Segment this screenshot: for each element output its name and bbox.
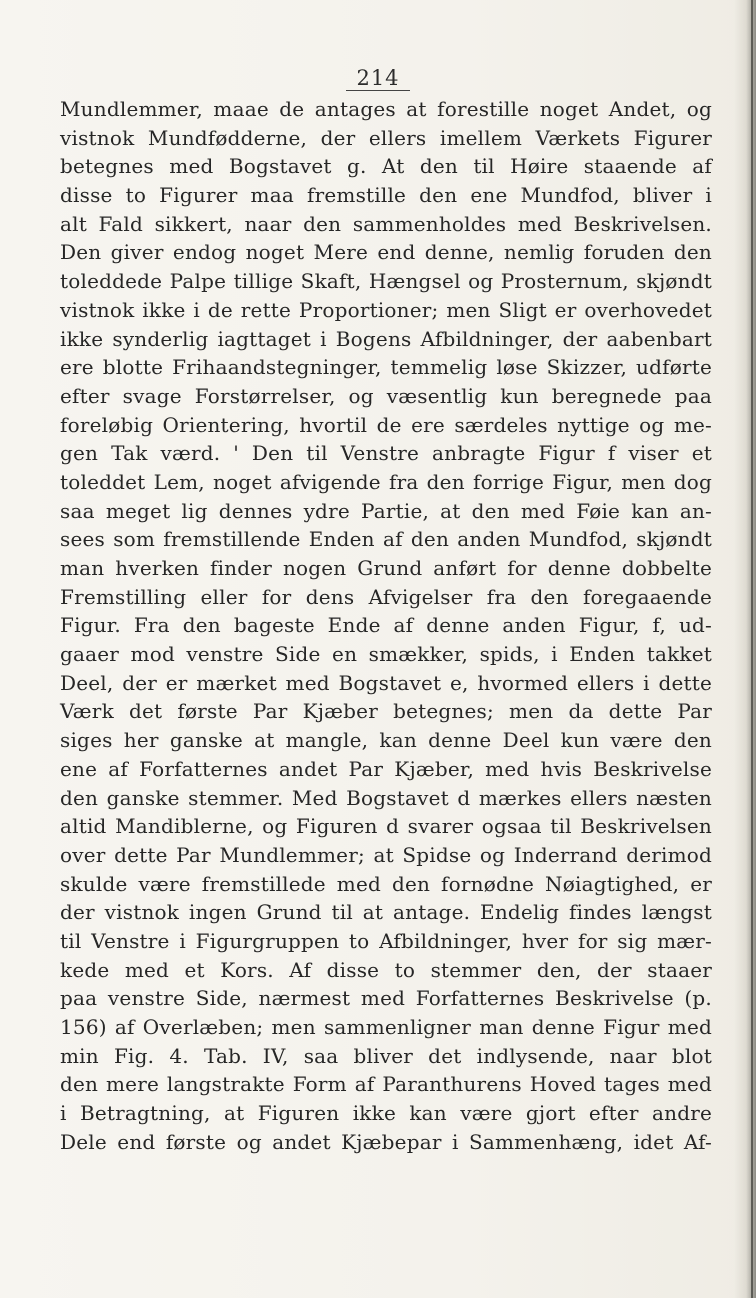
page-edge-line: [751, 0, 753, 1298]
text-line: Deel, der er mærket med Bogstavet e, hvormed ellers i dette: [60, 670, 712, 695]
text-line: Dele end første og andet Kjæbepar i Sammenhæng, idet Af-: [60, 1129, 712, 1154]
text-line: den ganske stemmer. Med Bogstavet d mærkes ellers næsten: [60, 785, 712, 810]
text-line: der vistnok ingen Grund til at antage. Endelig findes længst: [60, 900, 712, 925]
text-line: man hverken finder nogen Grund anført for denne dobbelte: [60, 556, 712, 580]
text-line: i Betragtning, at Figuren ikke kan være gjort efter andre: [60, 1101, 712, 1126]
text-line: saa meget lig dennes ydre Partie, at den med Føie kan an-: [60, 498, 712, 523]
text-line: sees som fremstillende Enden af den anden Mundfod, skjøndt: [60, 527, 712, 552]
text-line: siges her ganske at mangle, kan denne Deel kun være den: [60, 728, 712, 753]
text-line: over dette Par Mundlemmer; at Spidse og Inderrand derimod: [60, 842, 712, 867]
text-line: vistnok Mundfødderne, der ellers imellem Værkets Figurer: [60, 125, 712, 150]
text-line: betegnes med Bogstavet g. At den til Høire staaende af: [60, 154, 712, 179]
text-line: paa venstre Side, nærmest med Forfatternes Beskrivelse (p.: [60, 986, 712, 1011]
text-line: gen Tak værd. ' Den til Venstre anbragte Figur f viser et: [60, 441, 712, 466]
text-line: ere blotte Frihaandstegninger, temmelig løse Skizzer, udførte: [60, 355, 712, 380]
body-text: [60, 95, 712, 1156]
text-line: toleddede Palpe tillige Skaft, Hængsel og Prosternum, skjøndt: [60, 269, 712, 294]
text-line: kede med et Kors. Af disse to stemmer den, der staaer: [60, 957, 712, 982]
text-line: gaaer mod venstre Side en smækker, spids, i Enden takket: [60, 642, 712, 667]
text-line: ikke synderlig iagttaget i Bogens Afbildninger, der aabenbart: [60, 326, 712, 351]
text-line: Værk det første Par Kjæber betegnes; men da dette Par: [60, 699, 712, 724]
text-line: Mundlemmer, maae de antages at forestille noget Andet, og: [60, 97, 712, 121]
text-line: toleddet Lem, noget afvigende fra den forrige Figur, men dog: [60, 469, 712, 494]
text-line: vistnok ikke i de rette Proportioner; men Sligt er overhovedet: [60, 297, 712, 322]
text-line: ene af Forfatternes andet Par Kjæber, med hvis Beskrivelse: [60, 756, 712, 781]
text-line: Den giver endog noget Mere end denne, nemlig foruden den: [60, 240, 712, 265]
text-line: til Venstre i Figurgruppen to Afbildninger, hver for sig mær-: [60, 928, 712, 953]
text-line: altid Mandiblerne, og Figuren d svarer ogsaa til Beskrivelsen: [60, 814, 712, 839]
text-line: efter svage Forstørrelser, og væsentlig kun beregnede paa: [60, 383, 712, 408]
text-line: Figur. Fra den bageste Ende af denne anden Figur, f, ud-: [60, 613, 712, 638]
text-line: 156) af Overlæben; men sammenligner man denne Figur med: [60, 1015, 712, 1039]
text-line: den mere langstrakte Form af Paranthurens Hoved tages med: [60, 1072, 712, 1097]
text-line: Fremstilling eller for dens Afvigelser fra den foregaaende: [60, 584, 712, 609]
text-line: alt Fald sikkert, naar den sammenholdes med Beskrivelsen.: [60, 211, 712, 236]
text-line: disse to Figurer maa fremstille den ene Mundfod, bliver i: [60, 183, 712, 208]
page-number: [0, 66, 756, 91]
text-line: skulde være fremstillede med den fornødne Nøiagtighed, er: [60, 871, 712, 896]
text-line: foreløbig Orientering, hvortil de ere særdeles nyttige og me-: [60, 412, 712, 437]
page-number-text: 214: [346, 67, 409, 91]
text-line: min Fig. 4. Tab. IV, saa bliver det indlysende, naar blot: [60, 1043, 712, 1068]
